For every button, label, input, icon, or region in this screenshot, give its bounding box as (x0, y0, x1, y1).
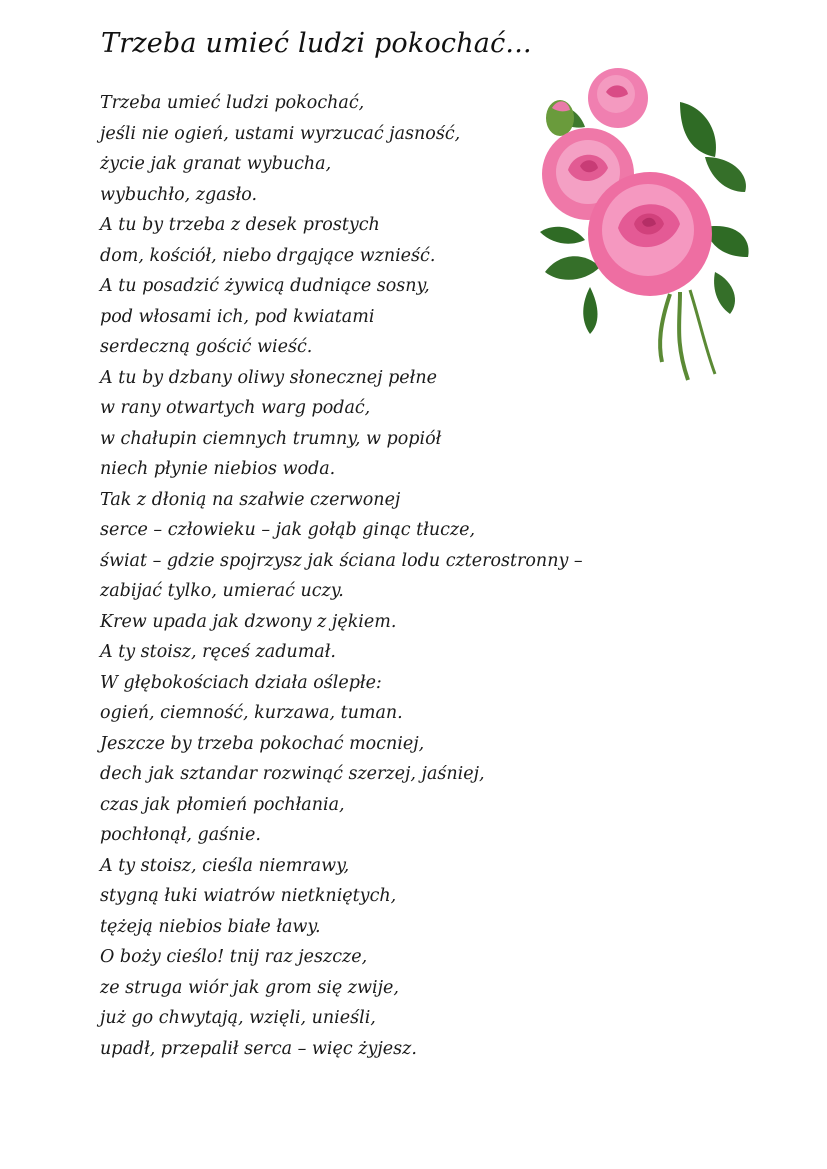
poem-line: zabijać tylko, umierać uczy. (100, 581, 344, 601)
poem-line: w rany otwartych warg podać, (100, 398, 371, 418)
poem-line: tężeją niebios białe ławy. (100, 916, 321, 937)
poem-line: pochłonął, gaśnie. (100, 825, 261, 845)
poem-line: A tu by dzbany oliwy słonecznej pełne (100, 367, 437, 388)
poem-line: A ty stoisz, cieśla niemrawy, (100, 855, 350, 876)
poem-line: niech płynie niebios woda. (100, 459, 336, 479)
poem-line: Jeszcze by trzeba pokochać mocniej, (100, 733, 425, 754)
poem-line: dech jak sztandar rozwinąć szerzej, jaśniej, (100, 764, 485, 784)
poem-line: O boży cieślo! tnij raz jeszcze, (100, 947, 368, 967)
poem-line: jeśli nie ogień, ustami wyrzucać jasność, (100, 123, 461, 144)
poem-line: pod włosami ich, pod kwiatami (100, 306, 375, 327)
poem-line: A ty stoisz, ręceś zadumał. (100, 642, 336, 662)
poem-line: ze struga wiór jak grom się zwije, (100, 977, 399, 998)
poem-line: W głębokościach działa oślepłe: (100, 672, 382, 693)
poem-line: serce – człowieku – jak gołąb ginąc tłucze, (100, 520, 476, 540)
poem-line: życie jak granat wybucha, (100, 154, 332, 174)
poem-line: świat – gdzie spojrzysz jak ściana lodu czterostronny – (100, 550, 583, 571)
poem-line: Krew upada jak dzwony z jękiem. (100, 611, 397, 632)
poem-line: stygną łuki wiatrów nietkniętych, (100, 886, 397, 906)
poem-title: Trzeba umieć ludzi pokochać... (101, 28, 532, 59)
poem-line: Trzeba umieć ludzi pokochać, (100, 93, 365, 113)
poem-line: Tak z dłonią na szałwie czerwonej (100, 489, 401, 510)
poem-line: A tu posadzić żywicą dudniące sosny, (100, 276, 430, 296)
poem-line: wybuchło, zgasło. (100, 184, 258, 205)
poem-line: już go chwytają, wzięli, unieśli, (100, 1008, 376, 1028)
poem-line: serdeczną gościć wieść. (100, 337, 313, 357)
poem-line: czas jak płomień pochłania, (100, 794, 345, 815)
poem-line: upadł, przepalił serca – więc żyjesz. (100, 1038, 417, 1059)
poem-line: ogień, ciemność, kurzawa, tuman. (100, 703, 403, 723)
poem-line: A tu by trzeba z desek prostych (100, 215, 380, 235)
pink-roses-bouquet-icon (530, 62, 760, 382)
poem-line: dom, kościół, niebo drgające wznieść. (100, 245, 436, 266)
poem-line: w chałupin ciemnych trumny, w popiół (100, 428, 442, 449)
